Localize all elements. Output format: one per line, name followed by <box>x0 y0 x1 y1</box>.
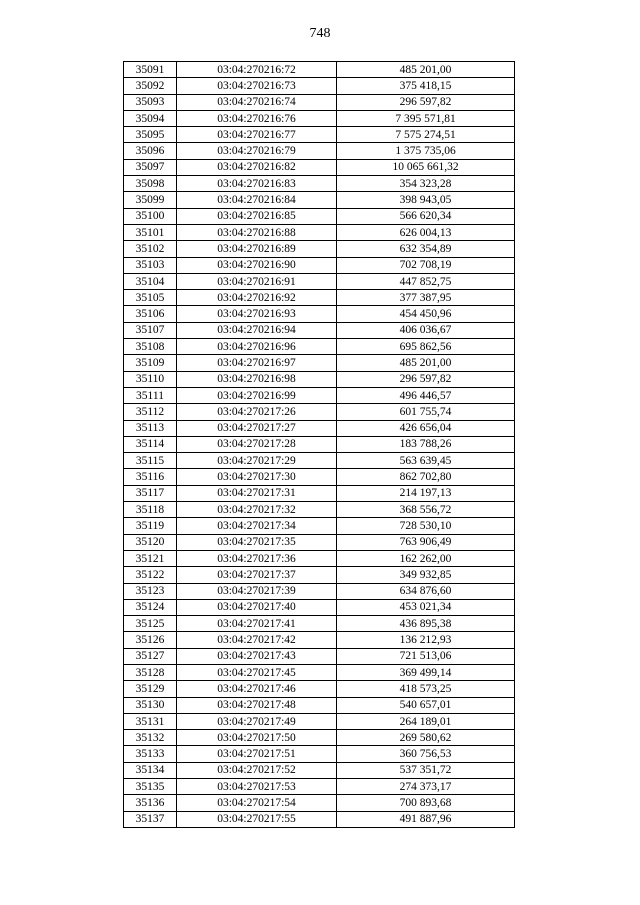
value-cell: 763 906,49 <box>337 534 515 550</box>
value-cell: 377 387,95 <box>337 290 515 306</box>
table-row <box>124 469 515 485</box>
table-row <box>124 371 515 387</box>
cadastral-number-cell: 03:04:270217:29 <box>177 453 337 469</box>
table-row <box>124 616 515 632</box>
row-number-cell: 35132 <box>124 730 177 746</box>
cadastral-number-cell: 03:04:270216:76 <box>177 110 337 126</box>
value-cell: 296 597,82 <box>337 94 515 110</box>
cadastral-number-cell: 03:04:270217:30 <box>177 469 337 485</box>
row-number-cell: 35102 <box>124 241 177 257</box>
value-cell: 398 943,05 <box>337 192 515 208</box>
row-number-cell: 35133 <box>124 746 177 762</box>
value-cell: 136 212,93 <box>337 632 515 648</box>
table-row <box>124 664 515 680</box>
cadastral-number-cell: 03:04:270217:40 <box>177 599 337 615</box>
cadastral-number-cell: 03:04:270217:49 <box>177 713 337 729</box>
table-row <box>124 762 515 778</box>
row-number-cell: 35113 <box>124 420 177 436</box>
table-row <box>124 534 515 550</box>
cadastral-number-cell: 03:04:270217:27 <box>177 420 337 436</box>
table-row <box>124 599 515 615</box>
row-number-cell: 35095 <box>124 127 177 143</box>
row-number-cell: 35119 <box>124 518 177 534</box>
row-number-cell: 35112 <box>124 404 177 420</box>
table-row <box>124 453 515 469</box>
table-row <box>124 567 515 583</box>
table-row <box>124 322 515 338</box>
row-number-cell: 35104 <box>124 273 177 289</box>
row-number-cell: 35101 <box>124 224 177 240</box>
value-cell: 360 756,53 <box>337 746 515 762</box>
value-cell: 728 530,10 <box>337 518 515 534</box>
value-cell: 485 201,00 <box>337 62 515 78</box>
table-row <box>124 811 515 827</box>
cadastral-number-cell: 03:04:270217:46 <box>177 681 337 697</box>
value-cell: 269 580,62 <box>337 730 515 746</box>
cadastral-number-cell: 03:04:270217:48 <box>177 697 337 713</box>
value-cell: 7 575 274,51 <box>337 127 515 143</box>
table-row <box>124 730 515 746</box>
table-row <box>124 208 515 224</box>
value-cell: 10 065 661,32 <box>337 159 515 175</box>
table-row <box>124 339 515 355</box>
row-number-cell: 35117 <box>124 485 177 501</box>
cadastral-number-cell: 03:04:270216:94 <box>177 322 337 338</box>
value-cell: 375 418,15 <box>337 78 515 94</box>
value-cell: 626 004,13 <box>337 224 515 240</box>
cadastral-number-cell: 03:04:270216:73 <box>177 78 337 94</box>
table-row <box>124 632 515 648</box>
table-row <box>124 110 515 126</box>
value-cell: 369 499,14 <box>337 664 515 680</box>
value-cell: 632 354,89 <box>337 241 515 257</box>
cadastral-number-cell: 03:04:270216:92 <box>177 290 337 306</box>
table-row <box>124 241 515 257</box>
row-number-cell: 35129 <box>124 681 177 697</box>
value-cell: 453 021,34 <box>337 599 515 615</box>
table-row <box>124 94 515 110</box>
cadastral-number-cell: 03:04:270217:43 <box>177 648 337 664</box>
value-cell: 214 197,13 <box>337 485 515 501</box>
cadastral-number-cell: 03:04:270216:89 <box>177 241 337 257</box>
cadastral-number-cell: 03:04:270217:45 <box>177 664 337 680</box>
cadastral-number-cell: 03:04:270217:39 <box>177 583 337 599</box>
value-cell: 183 788,26 <box>337 436 515 452</box>
table-row <box>124 387 515 403</box>
table-row <box>124 583 515 599</box>
table-row <box>124 648 515 664</box>
value-cell: 496 446,57 <box>337 387 515 403</box>
row-number-cell: 35130 <box>124 697 177 713</box>
cadastral-number-cell: 03:04:270216:97 <box>177 355 337 371</box>
value-cell: 426 656,04 <box>337 420 515 436</box>
cadastral-number-cell: 03:04:270217:52 <box>177 762 337 778</box>
cadastral-number-cell: 03:04:270216:90 <box>177 257 337 273</box>
value-cell: 447 852,75 <box>337 273 515 289</box>
row-number-cell: 35126 <box>124 632 177 648</box>
row-number-cell: 35121 <box>124 550 177 566</box>
cadastral-number-cell: 03:04:270217:55 <box>177 811 337 827</box>
cadastral-number-cell: 03:04:270216:84 <box>177 192 337 208</box>
row-number-cell: 35134 <box>124 762 177 778</box>
row-number-cell: 35098 <box>124 176 177 192</box>
row-number-cell: 35103 <box>124 257 177 273</box>
cadastral-number-cell: 03:04:270217:37 <box>177 567 337 583</box>
row-number-cell: 35100 <box>124 208 177 224</box>
cadastral-number-cell: 03:04:270217:28 <box>177 436 337 452</box>
cadastral-number-cell: 03:04:270217:32 <box>177 502 337 518</box>
row-number-cell: 35093 <box>124 94 177 110</box>
value-cell: 354 323,28 <box>337 176 515 192</box>
table-row <box>124 550 515 566</box>
row-number-cell: 35122 <box>124 567 177 583</box>
row-number-cell: 35116 <box>124 469 177 485</box>
cadastral-number-cell: 03:04:270217:54 <box>177 795 337 811</box>
row-number-cell: 35096 <box>124 143 177 159</box>
row-number-cell: 35099 <box>124 192 177 208</box>
cadastral-number-cell: 03:04:270216:96 <box>177 339 337 355</box>
value-cell: 634 876,60 <box>337 583 515 599</box>
row-number-cell: 35110 <box>124 371 177 387</box>
cadastral-number-cell: 03:04:270216:79 <box>177 143 337 159</box>
cadastral-number-cell: 03:04:270216:91 <box>177 273 337 289</box>
table-row <box>124 257 515 273</box>
row-number-cell: 35108 <box>124 339 177 355</box>
row-number-cell: 35092 <box>124 78 177 94</box>
table-row <box>124 404 515 420</box>
row-number-cell: 35131 <box>124 713 177 729</box>
value-cell: 485 201,00 <box>337 355 515 371</box>
table-row <box>124 697 515 713</box>
row-number-cell: 35091 <box>124 62 177 78</box>
table-row <box>124 795 515 811</box>
row-number-cell: 35137 <box>124 811 177 827</box>
table-row <box>124 681 515 697</box>
table-body <box>124 62 515 828</box>
row-number-cell: 35118 <box>124 502 177 518</box>
value-cell: 406 036,67 <box>337 322 515 338</box>
value-cell: 274 373,17 <box>337 779 515 795</box>
row-number-cell: 35124 <box>124 599 177 615</box>
table-row <box>124 518 515 534</box>
table-row <box>124 159 515 175</box>
row-number-cell: 35115 <box>124 453 177 469</box>
value-cell: 702 708,19 <box>337 257 515 273</box>
row-number-cell: 35125 <box>124 616 177 632</box>
cadastral-number-cell: 03:04:270217:34 <box>177 518 337 534</box>
value-cell: 721 513,06 <box>337 648 515 664</box>
row-number-cell: 35123 <box>124 583 177 599</box>
page-number: 748 <box>309 26 331 41</box>
cadastral-number-cell: 03:04:270216:77 <box>177 127 337 143</box>
value-cell: 264 189,01 <box>337 713 515 729</box>
value-cell: 601 755,74 <box>337 404 515 420</box>
value-cell: 700 893,68 <box>337 795 515 811</box>
row-number-cell: 35136 <box>124 795 177 811</box>
row-number-cell: 35120 <box>124 534 177 550</box>
cadastral-number-cell: 03:04:270216:85 <box>177 208 337 224</box>
cadastral-number-cell: 03:04:270217:31 <box>177 485 337 501</box>
table-row <box>124 436 515 452</box>
cadastral-number-cell: 03:04:270217:50 <box>177 730 337 746</box>
cadastral-number-cell: 03:04:270216:82 <box>177 159 337 175</box>
row-number-cell: 35107 <box>124 322 177 338</box>
table-row <box>124 746 515 762</box>
table-row <box>124 306 515 322</box>
table-row <box>124 176 515 192</box>
cadastral-number-cell: 03:04:270216:88 <box>177 224 337 240</box>
value-cell: 695 862,56 <box>337 339 515 355</box>
value-cell: 491 887,96 <box>337 811 515 827</box>
table-row <box>124 78 515 94</box>
value-cell: 349 932,85 <box>337 567 515 583</box>
value-cell: 162 262,00 <box>337 550 515 566</box>
table-row <box>124 420 515 436</box>
table-row <box>124 62 515 78</box>
table-row <box>124 713 515 729</box>
cadastral-number-cell: 03:04:270217:42 <box>177 632 337 648</box>
value-cell: 296 597,82 <box>337 371 515 387</box>
value-cell: 540 657,01 <box>337 697 515 713</box>
table-row <box>124 192 515 208</box>
row-number-cell: 35097 <box>124 159 177 175</box>
value-cell: 436 895,38 <box>337 616 515 632</box>
cadastral-number-cell: 03:04:270216:99 <box>177 387 337 403</box>
cadastral-number-cell: 03:04:270217:41 <box>177 616 337 632</box>
value-cell: 566 620,34 <box>337 208 515 224</box>
cadastral-number-cell: 03:04:270217:36 <box>177 550 337 566</box>
row-number-cell: 35094 <box>124 110 177 126</box>
value-cell: 537 351,72 <box>337 762 515 778</box>
cadastral-number-cell: 03:04:270216:72 <box>177 62 337 78</box>
cadastral-number-cell: 03:04:270217:53 <box>177 779 337 795</box>
row-number-cell: 35135 <box>124 779 177 795</box>
table-row <box>124 290 515 306</box>
table-row <box>124 779 515 795</box>
table-row <box>124 143 515 159</box>
value-cell: 7 395 571,81 <box>337 110 515 126</box>
value-cell: 454 450,96 <box>337 306 515 322</box>
cadastral-number-cell: 03:04:270217:51 <box>177 746 337 762</box>
cadastral-number-cell: 03:04:270217:35 <box>177 534 337 550</box>
value-cell: 563 639,45 <box>337 453 515 469</box>
row-number-cell: 35105 <box>124 290 177 306</box>
table-row <box>124 355 515 371</box>
row-number-cell: 35111 <box>124 387 177 403</box>
table-row <box>124 273 515 289</box>
row-number-cell: 35106 <box>124 306 177 322</box>
cadastral-number-cell: 03:04:270216:74 <box>177 94 337 110</box>
table-row <box>124 127 515 143</box>
cadastral-number-cell: 03:04:270216:93 <box>177 306 337 322</box>
value-cell: 862 702,80 <box>337 469 515 485</box>
cadastral-number-cell: 03:04:270216:83 <box>177 176 337 192</box>
value-cell: 368 556,72 <box>337 502 515 518</box>
cadastral-number-cell: 03:04:270217:26 <box>177 404 337 420</box>
value-cell: 418 573,25 <box>337 681 515 697</box>
cadastral-number-cell: 03:04:270216:98 <box>177 371 337 387</box>
table-row <box>124 224 515 240</box>
row-number-cell: 35114 <box>124 436 177 452</box>
row-number-cell: 35128 <box>124 664 177 680</box>
cadastral-value-table <box>123 61 515 828</box>
row-number-cell: 35109 <box>124 355 177 371</box>
table-row <box>124 502 515 518</box>
value-cell: 1 375 735,06 <box>337 143 515 159</box>
table-row <box>124 485 515 501</box>
row-number-cell: 35127 <box>124 648 177 664</box>
